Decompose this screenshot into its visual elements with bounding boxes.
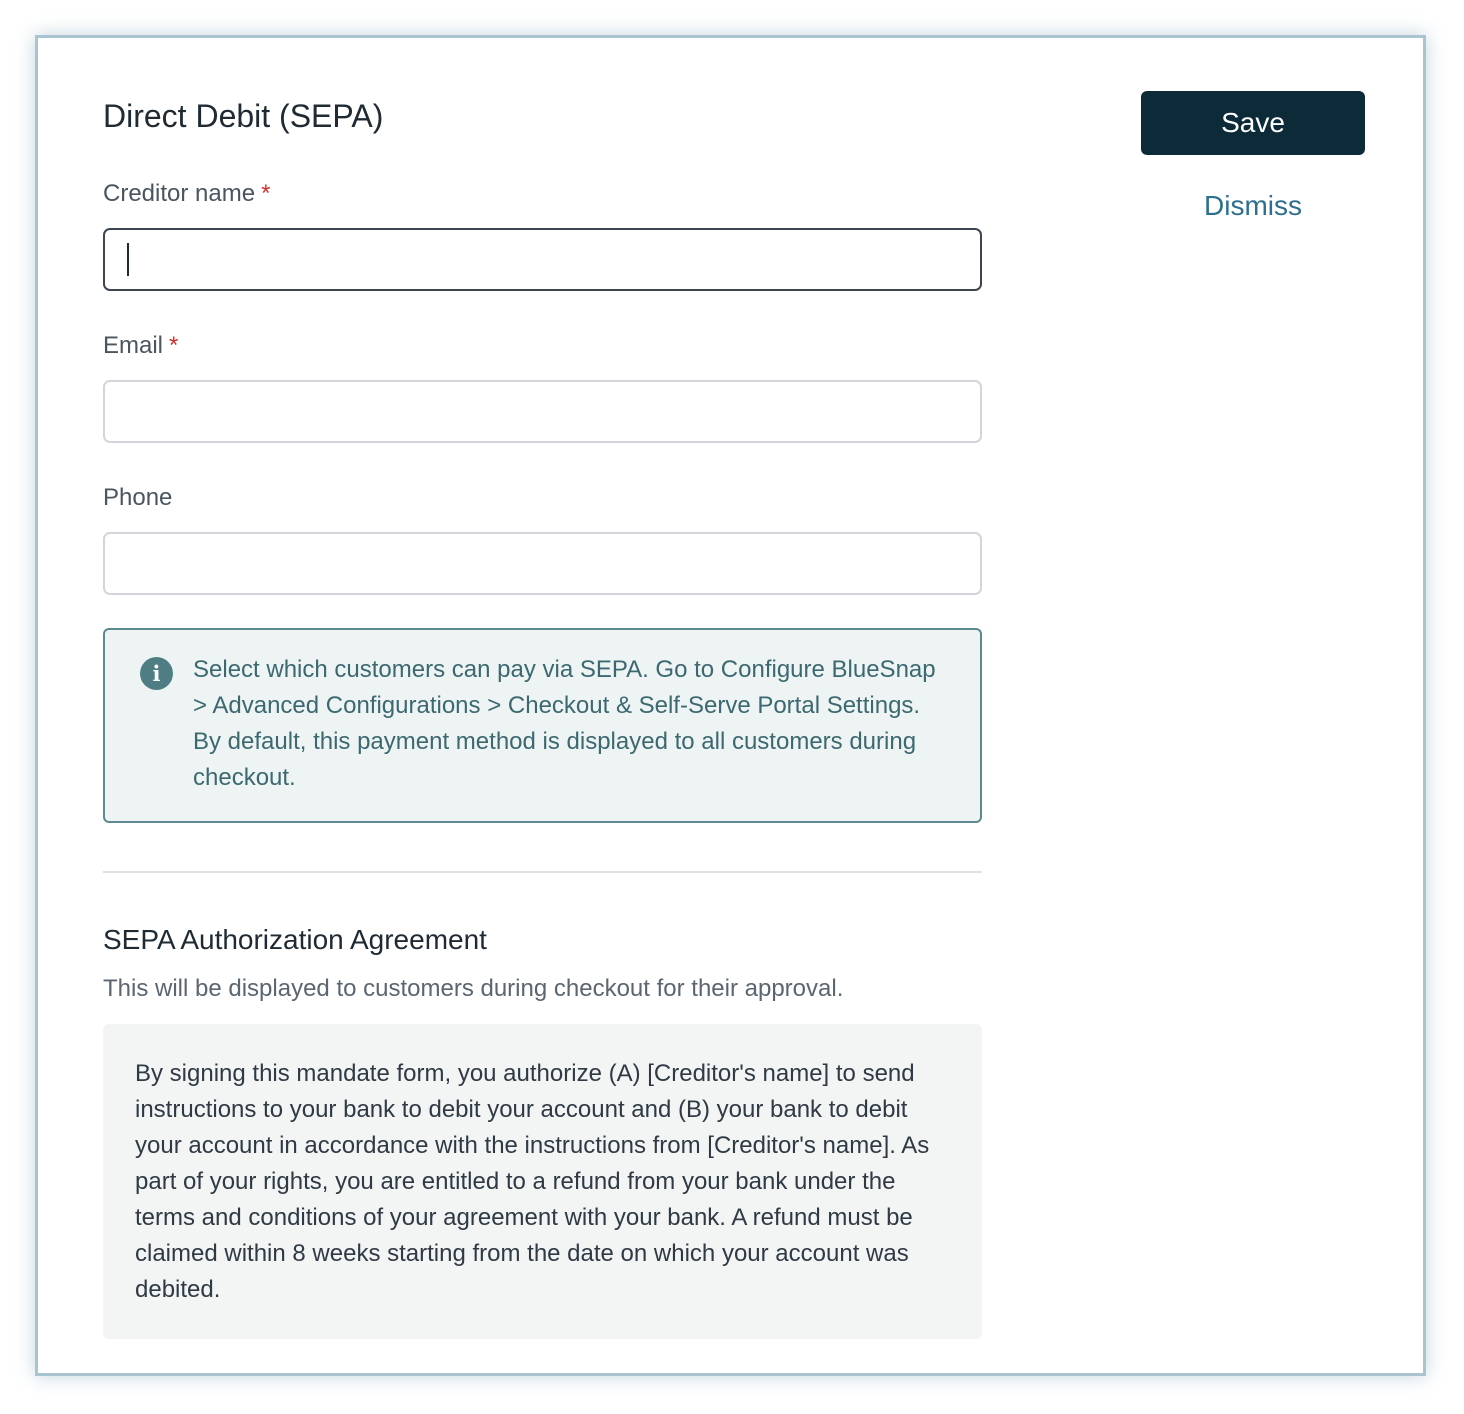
creditor-name-label bbox=[103, 180, 270, 208]
email-label-text: Email bbox=[103, 332, 164, 359]
section-divider bbox=[103, 871, 982, 873]
phone-label bbox=[103, 484, 172, 512]
sepa-settings-panel bbox=[35, 35, 1426, 1376]
creditor-name-input[interactable] bbox=[103, 228, 982, 291]
phone-input[interactable] bbox=[103, 532, 982, 595]
email-label bbox=[103, 332, 178, 360]
creditor-name-label-text: Creditor name bbox=[103, 180, 256, 207]
page-title: Direct Debit (SEPA) bbox=[103, 98, 384, 134]
agreement-text: By signing this mandate form, you authorize (A) [Creditor's name] to send instructions to your bank to debit your account and (B) your bank to debit your account in accordance with the instructions from [Creditor's name]. As part of your rights, you are entitled to a refund from your bank under the terms and conditions of your agreement with your bank. A refund must be claimed within 8 weeks starting from the date on which your account was debited. bbox=[135, 1060, 930, 1303]
info-icon: i bbox=[140, 657, 173, 690]
info-notice bbox=[103, 628, 982, 823]
agreement-title: SEPA Authorization Agreement bbox=[103, 924, 487, 955]
required-asterisk: * bbox=[169, 332, 179, 359]
phone-label-text: Phone bbox=[103, 484, 173, 511]
save-button[interactable]: Save bbox=[1141, 91, 1365, 155]
dismiss-link[interactable]: Dismiss bbox=[1204, 190, 1302, 221]
email-input[interactable] bbox=[103, 380, 982, 443]
text-cursor bbox=[127, 243, 129, 276]
required-asterisk: * bbox=[261, 180, 271, 207]
agreement-text-box bbox=[103, 1024, 982, 1339]
agreement-subtitle: This will be displayed to customers during checkout for their approval. bbox=[103, 975, 844, 1002]
info-text: Select which customers can pay via SEPA. Go to Configure BlueSnap > Advanced Configurations > Checkout & Self-Serve Portal Settings. By default, this payment method is displayed to all customers during checkout. bbox=[193, 656, 936, 791]
